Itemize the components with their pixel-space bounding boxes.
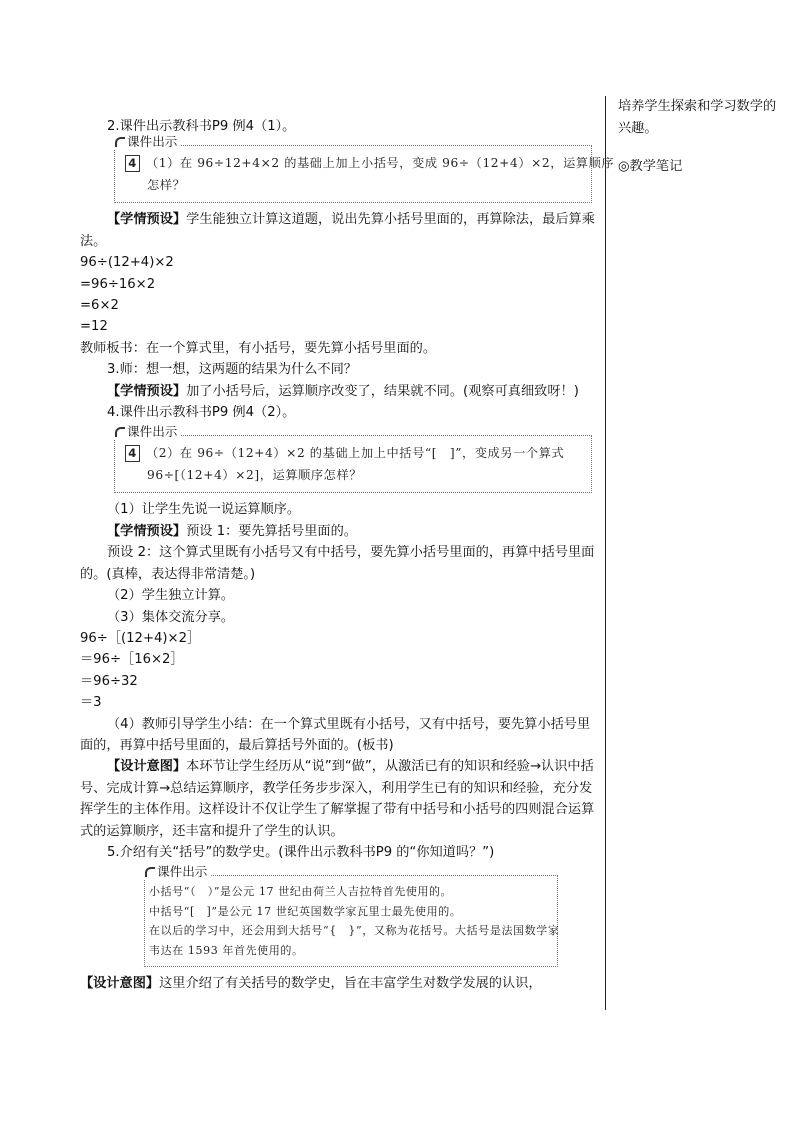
design-intent-1: 【设计意图】本环节让学生经历从“说”到“做”，从激活已有的知识和经验→认识中括号、完成计算→总结运算顺序，教学任务步步深入，利用学生已有的知识和经验，充分发挥学生的主体作用。这样设计不仅让学生了解掌握了带有中括号和小括号的四则混合运算式的运算顺序，还丰富和提升了学生的认识。 <box>80 759 595 839</box>
example-number-badge: 4 <box>125 445 140 462</box>
side-column <box>618 96 778 178</box>
example-number-badge: 4 <box>125 155 140 172</box>
calc1-line: =6×2 <box>80 298 119 314</box>
sub-step-3: （3）集体交流分享。 <box>107 609 235 625</box>
prediction-1: 【学情预设】学生能独立计算这道题，说出先算小括号里面的，再算除法，最后算乘法。 <box>80 212 595 249</box>
column-divider <box>605 96 606 1010</box>
box3-line: 在以后的学习中，还会用到大括号“{ }”，又称为花括号。大括号是法国数学家 <box>149 924 560 938</box>
curl-icon <box>145 867 155 877</box>
courseware-tag: 课件出示 <box>113 425 181 439</box>
calc2-line: ＝96÷32 <box>80 673 138 689</box>
step-3: 3.师：想一想，这两题的结果为什么不同？ <box>107 362 357 378</box>
courseware-box-2 <box>114 424 592 493</box>
sub-step-1: （1）让学生先说一说运算顺序。 <box>107 502 301 518</box>
curl-icon <box>115 137 125 147</box>
sub-step-4: （4）教师引导学生小结：在一个算式里既有小括号，又有中括号，要先算小括号里面的，再算中括号里面的，最后算括号外面的。(板书) <box>80 716 591 753</box>
box3-line: 小括号“（ ）”是公元 17 世纪由荷兰人吉拉特首先使用的。 <box>149 885 453 899</box>
step-5: 5.介绍有关“括号”的数学史。(课件出示教科书P9 的“你知道吗？”) <box>107 844 495 860</box>
box2-line1: 4 （2）在 96÷（12+4）×2 的基础上加上中括号“[ ]”，变成另一个算式 <box>125 442 583 464</box>
courseware-box-1 <box>114 134 615 203</box>
box1-line2: 怎样？ <box>147 178 186 193</box>
board-note-1: 教师板书：在一个算式里，有小括号，要先算小括号里面的。 <box>80 340 437 356</box>
calc1-line: =12 <box>80 319 108 335</box>
prediction-2: 【学情预设】加了小括号后，运算顺序改变了，结果就不同。(观察可真细致呀！) <box>107 383 579 399</box>
teaching-notes-label: ◎教学笔记 <box>618 159 683 174</box>
step-2: 2.课件出示教科书P9 例4（1）。 <box>107 119 296 134</box>
side-aim-text: 培养学生探索和学习数学的兴趣。 <box>618 99 777 136</box>
prediction-3b: 预设 2：这个算式里既有小括号又有中括号，要先算小括号里面的，再算中括号里面的。(真棒，表达得非常清楚。) <box>80 545 595 582</box>
courseware-tag: 课件出示 <box>113 135 181 149</box>
box3-line: 韦达在 1593 年首先使用的。 <box>149 943 304 957</box>
box1-line1: 4 （1）在 96÷12+4×2 的基础上加上小括号，变成 96÷（12+4）×2，运算顺序 <box>125 152 583 174</box>
calc1-line: =96÷16×2 <box>80 276 156 292</box>
sub-step-2: （2）学生独立计算。 <box>107 588 235 604</box>
prediction-3: 【学情预设】预设 1：要先算括号里面的。 <box>107 523 357 539</box>
courseware-box-3 <box>144 864 560 967</box>
courseware-tag: 课件出示 <box>143 865 211 879</box>
step-4: 4.课件出示教科书P9 例4（2）。 <box>107 405 296 421</box>
box3-line: 中括号“[ ]”是公元 17 世纪英国数学家瓦里士最先使用的。 <box>149 904 462 918</box>
calc1-line: 96÷(12+4)×2 <box>80 255 174 271</box>
curl-icon <box>115 427 125 437</box>
calc2-line: 96÷［(12+4)×2］ <box>80 630 201 646</box>
design-intent-2: 【设计意图】这里介绍了有关括号的数学史，旨在丰富学生对数学发展的认识， <box>80 976 542 992</box>
main-column <box>80 116 615 995</box>
calc2-line: ＝96÷［16×2］ <box>80 652 184 668</box>
calc2-line: ＝3 <box>80 695 102 711</box>
box2-line2: 96÷[（12+4）×2]，运算顺序怎样？ <box>147 468 363 483</box>
